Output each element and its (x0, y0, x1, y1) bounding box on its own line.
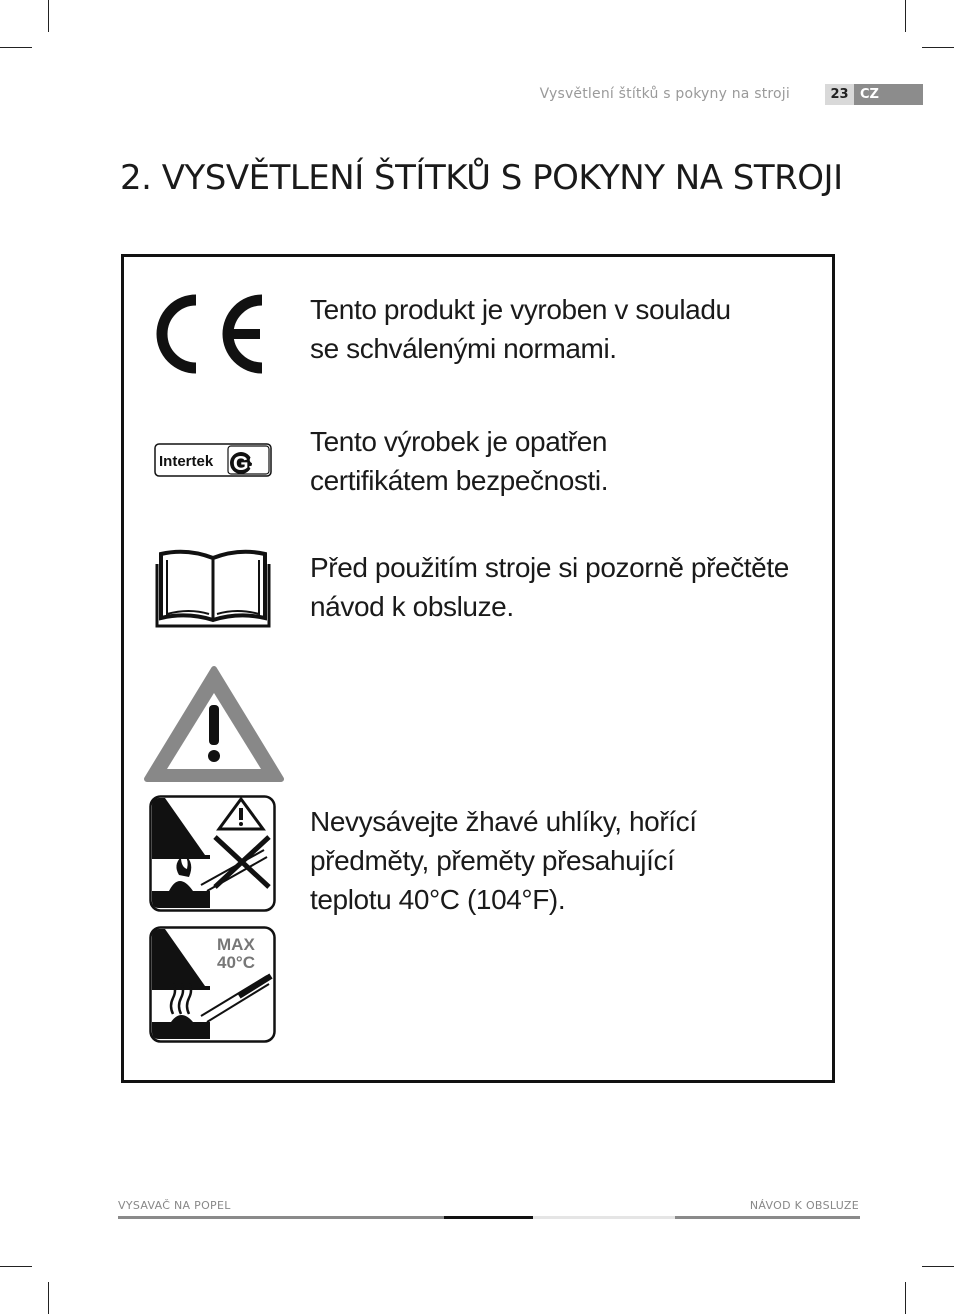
footer-rule (118, 1216, 444, 1219)
open-book-icon (155, 548, 271, 628)
text-line: certifikátem bezpečnosti. (310, 465, 609, 496)
ce-description (310, 290, 820, 368)
crop-mark (922, 47, 954, 48)
hot-ash-description (310, 802, 820, 919)
max-temperature-icon (149, 926, 277, 1044)
text-line: Tento produkt je vyroben v souladu (310, 294, 731, 325)
footer-rule (533, 1216, 675, 1219)
running-header: Vysvětlení štítků s pokyny na stroji (539, 86, 790, 102)
crop-mark (905, 1282, 906, 1314)
footer-rule (675, 1216, 860, 1219)
text-line: se schválenými normami. (310, 333, 617, 364)
page-title: 2. VYSVĚTLENÍ ŠTÍTKŮ S POKYNY NA STROJI (120, 158, 843, 198)
ce-mark-icon (152, 292, 266, 376)
text-line: Před použitím stroje si pozorně přečtěte (310, 552, 789, 583)
intertek-gs-icon (154, 443, 272, 477)
warning-triangle-icon (143, 665, 285, 783)
gs-description (310, 422, 820, 500)
footer-right: NÁVOD K OBSLUZE (749, 1199, 859, 1212)
intertek-label: Intertek (159, 453, 214, 470)
crop-mark (48, 0, 49, 32)
text-line: návod k obsluze. (310, 591, 514, 622)
crop-mark (0, 1266, 32, 1267)
text-line: předměty, přeměty přesahující (310, 845, 675, 876)
crop-mark (922, 1266, 954, 1267)
footer-rule (444, 1216, 533, 1219)
language-tab: CZ (854, 84, 923, 105)
crop-mark (905, 0, 906, 32)
no-hot-ash-icon (149, 795, 277, 913)
crop-mark (48, 1282, 49, 1314)
manual-description (310, 548, 820, 626)
text-line: Nevysávejte žhavé uhlíky, hořící (310, 806, 697, 837)
gs-label: GS (233, 453, 262, 475)
temperature-label: 40°C (217, 953, 255, 972)
text-line: teplotu 40°C (104°F). (310, 884, 566, 915)
crop-mark (0, 47, 32, 48)
max-label: MAX (217, 935, 255, 954)
page-number: 23 (825, 84, 854, 105)
text-line: Tento výrobek je opatřen (310, 426, 608, 457)
footer-left: VYSAVAČ NA POPEL (118, 1199, 231, 1212)
